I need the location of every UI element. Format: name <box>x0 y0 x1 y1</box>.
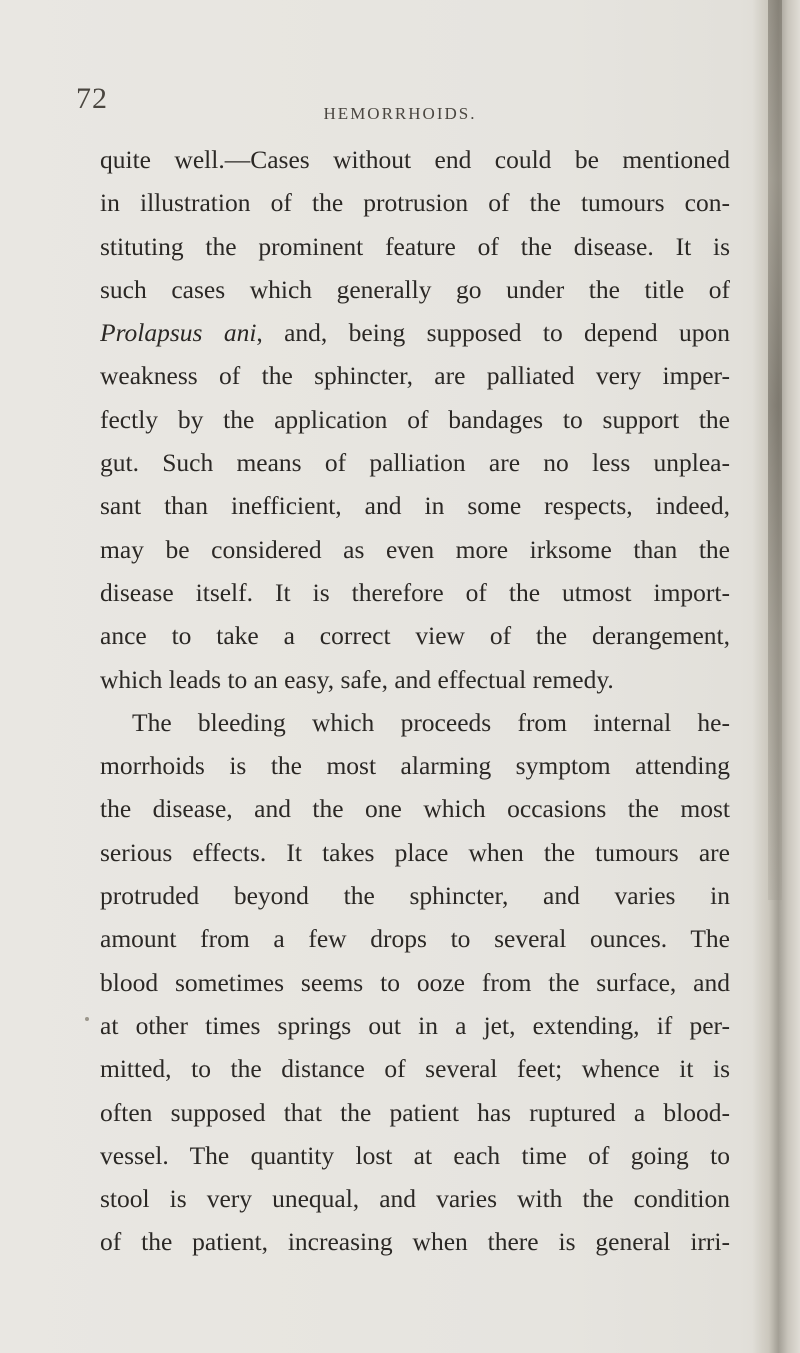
text-line: stituting the prominent feature of the disease. It is <box>100 231 730 261</box>
text-line: morrhoids is the most alarming symptom attending <box>100 751 730 781</box>
text-line: disease itself. It is therefore of the utmost import- <box>100 577 730 607</box>
text-line: the disease, and the one which occasions the most <box>100 794 730 824</box>
text-line: may be considered as even more irksome than the <box>100 534 730 564</box>
page-edge-shadow <box>752 0 800 1353</box>
text-line: stool is very unequal, and varies with the condition <box>100 1184 730 1214</box>
text-line: weakness of the sphincter, are palliated very imper- <box>100 361 730 391</box>
page-number: 72 <box>76 82 108 115</box>
text-line-paragraph-start: The bleeding which proceeds from internal he- <box>132 707 730 737</box>
text-line: such cases which generally go under the title of <box>100 274 730 304</box>
text-line-paragraph-end: which leads to an easy, safe, and effectual remedy. <box>100 664 614 694</box>
text-line: mitted, to the distance of several feet; whence it is <box>100 1054 730 1084</box>
text-line: quite well.—Cases without end could be mentioned <box>100 145 730 174</box>
text-line: of the patient, increasing when there is general irri- <box>100 1227 730 1257</box>
text-line: sant than inefficient, and in some respects, indeed, <box>100 491 730 521</box>
text-line: blood sometimes seems to ooze from the surface, and <box>100 967 730 997</box>
text-line: protruded beyond the sphincter, and varies in <box>100 881 730 911</box>
text-line-italic-start: Prolapsus ani, and, being supposed to depend upon <box>100 318 730 348</box>
text-line: ance to take a correct view of the derangement, <box>100 621 730 651</box>
text-line: fectly by the application of bandages to support the <box>100 404 730 434</box>
text-line: vessel. The quantity lost at each time of going to <box>100 1140 730 1170</box>
text-line: at other times springs out in a jet, extending, if per- <box>100 1010 730 1040</box>
paper-speck <box>85 1017 89 1021</box>
text-line: amount from a few drops to several ounces. The <box>100 924 730 954</box>
text-line: serious effects. It takes place when the tumours are <box>100 837 730 867</box>
text-line: often supposed that the patient has ruptured a blood- <box>100 1097 730 1127</box>
text-line: in illustration of the protrusion of the tumours con- <box>100 188 730 218</box>
running-title: HEMORRHOIDS. <box>323 104 477 123</box>
text-line: gut. Such means of palliation are no less unplea- <box>100 448 730 478</box>
italic-term: Prolapsus ani <box>100 318 257 348</box>
body-text <box>100 138 730 1264</box>
